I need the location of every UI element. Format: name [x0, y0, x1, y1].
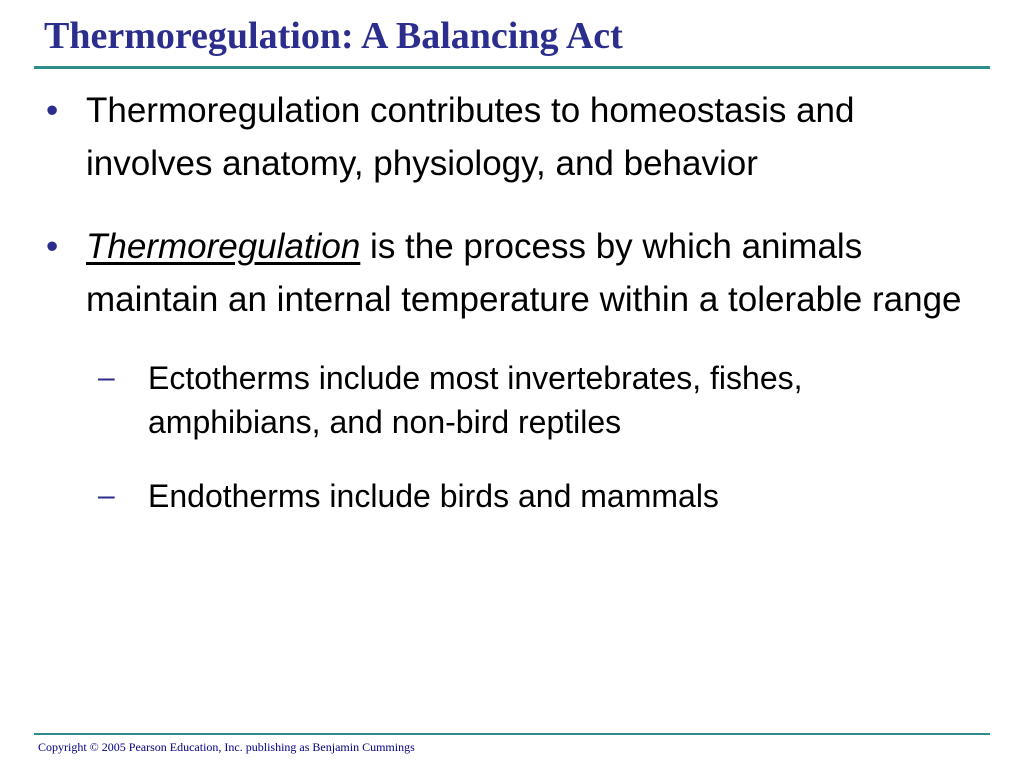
dash-marker: – — [98, 361, 115, 394]
title-divider — [34, 66, 990, 69]
sub-bullet-text: Endotherms include birds and mammals — [148, 478, 719, 514]
slide-title: Thermoregulation: A Balancing Act — [44, 15, 623, 57]
bullet-item — [0, 84, 986, 190]
bullet-text: is the process by which animals maintain an internal temperature within a tolerable range — [86, 227, 962, 319]
dash-marker: – — [98, 479, 115, 512]
bullet-text: Thermoregulation contributes to homeostasis and involves anatomy, physiology, and behavior — [86, 91, 855, 183]
sub-bullet-text: Ectotherms include most invertebrates, fishes, amphibians, and non-bird reptiles — [148, 360, 803, 440]
sub-bullet-item — [0, 474, 978, 518]
key-term: Thermoregulation — [86, 227, 361, 266]
bullet-marker: • — [46, 227, 59, 266]
sub-bullet-item — [0, 356, 978, 444]
bullet-marker: • — [46, 91, 59, 130]
copyright-footer: Copyright © 2005 Pearson Education, Inc. publishing as Benjamin Cummings — [38, 740, 415, 754]
bullet-item — [0, 220, 986, 326]
slide-content — [0, 84, 1024, 548]
footer-divider — [34, 733, 990, 735]
